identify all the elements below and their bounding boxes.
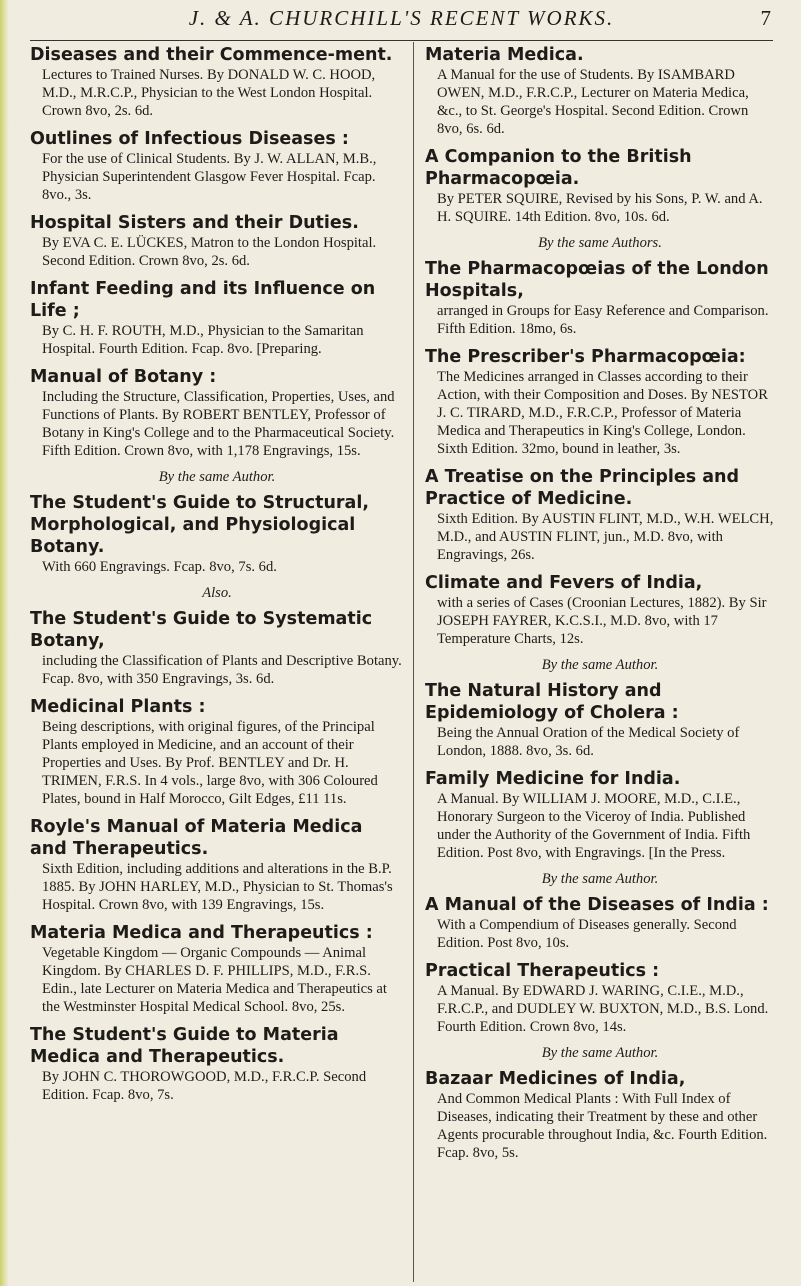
book-entry (425, 768, 775, 862)
book-description: By JOHN C. THOROWGOOD, M.D., F.R.C.P. Second Edition. Fcap. 8vo, 7s. (42, 1069, 367, 1103)
page-edge (0, 0, 9, 1286)
attribution-note: By the same Authors. (538, 235, 662, 251)
book-entry (425, 258, 775, 338)
book-title: The Student's Guide to Systematic Botany, (30, 609, 373, 651)
book-description: including the Classification of Plants and Descriptive Botany. Fcap. 8vo, with 350 Engravings, 3s. 6d. (42, 653, 402, 687)
book-title: Diseases and their Commence-ment. (30, 45, 393, 65)
right-column (425, 44, 775, 1170)
book-description: By EVA C. E. LÜCKES, Matron to the London Hospital. Second Edition. Crown 8vo, 2s. 6d. (42, 235, 377, 269)
book-title: The Prescriber's Pharmacopœia: (425, 347, 746, 367)
book-title: Materia Medica and Therapeutics : (30, 923, 373, 943)
book-description: A Manual. By EDWARD J. WARING, C.I.E., M.D., F.R.C.P., and DUDLEY W. BUXTON, M.D., B.S. Lond. Fourth Edition. Crown 8vo, 14s. (437, 983, 769, 1035)
book-description: A Manual for the use of Students. By ISAMBARD OWEN, M.D., F.R.C.P., Lecturer on Materia Medica, &c., to St. George's Hospital. Second Edition. Crown 8vo, 6s. 6d. (437, 67, 749, 137)
book-title: Infant Feeding and its Influence on Life ; (30, 279, 376, 321)
column-divider (413, 42, 414, 1282)
book-title: Medicinal Plants : (30, 697, 206, 717)
book-description: Sixth Edition, including additions and alterations in the B.P. 1885. By JOHN HARLEY, M.D., Physician to St. Thomas's Hospital. Crown 8vo, with 139 Engravings, 15s. (42, 861, 393, 913)
attribution-note: Also. (202, 585, 232, 601)
book-entry (30, 1024, 404, 1104)
attribution-note: By the same Author. (541, 657, 659, 673)
book-entry (425, 466, 775, 564)
book-entry (30, 608, 404, 688)
book-title: Outlines of Infectious Diseases : (30, 129, 349, 149)
book-entry (425, 960, 775, 1036)
book-entry (30, 212, 404, 270)
book-title: Family Medicine for India. (425, 769, 681, 789)
running-head: J. & A. CHURCHILL'S RECENT WORKS. (188, 6, 615, 30)
book-description: By PETER SQUIRE, Revised by his Sons, P. W. and A. H. SQUIRE. 14th Edition. 8vo, 10s. 6d. (437, 191, 763, 225)
book-entry (30, 816, 404, 914)
book-title: The Pharmacopœias of the London Hospitals, (425, 259, 769, 301)
book-description: Being descriptions, with original figures, of the Principal Plants employed in Medicine, and an account of their Properties and Uses. By Prof. BENTLEY and Dr. H. TRIMEN, F.R.S. In 4 vols., large 8vo, with 306 Coloured Plates, bound in Half Morocco, Gilt Edges, £11 11s. (42, 719, 378, 807)
book-entry (30, 278, 404, 358)
book-description: The Medicines arranged in Classes according to their Action, with their Composition and Doses. By NESTOR J. C. TIRARD, M.D., F.R.C.P., Professor of Materia Medica and Therapeutics in King's College, London. Sixth Edition. 32mo, bound in leather, 3s. (437, 369, 768, 457)
left-column (30, 44, 404, 1112)
book-entry (30, 922, 404, 1016)
book-title: A Companion to the British Pharmacopœia. (425, 147, 692, 189)
book-description: By C. H. F. ROUTH, M.D., Physician to the Samaritan Hospital. Fourth Edition. Fcap. 8vo. [Preparing. (42, 323, 364, 357)
book-entry (30, 696, 404, 808)
book-title: The Student's Guide to Structural, Morphological, and Physiological Botany. (30, 493, 370, 557)
book-title: The Natural History and Epidemiology of Cholera : (425, 681, 679, 723)
book-description: A Manual. By WILLIAM J. MOORE, M.D., C.I.E., Honorary Surgeon to the Viceroy of India. Published under the Authority of the Government of India. Fifth Edition. Post 8vo, with Engravings. [In the Press. (437, 791, 751, 861)
book-title: Hospital Sisters and their Duties. (30, 213, 359, 233)
page-number: 7 (760, 6, 771, 30)
book-entry (425, 572, 775, 648)
book-description: Sixth Edition. By AUSTIN FLINT, M.D., W.H. WELCH, M.D., and AUSTIN FLINT, jun., M.D. 8vo, with Engravings, 26s. (437, 511, 774, 563)
book-title: Practical Therapeutics : (425, 961, 660, 981)
book-description: Being the Annual Oration of the Medical Society of London, 1888. 8vo, 3s. 6d. (437, 725, 740, 759)
book-description: With 660 Engravings. Fcap. 8vo, 7s. 6d. (42, 559, 277, 575)
book-entry (30, 366, 404, 460)
book-title: Materia Medica. (425, 45, 584, 65)
book-description: And Common Medical Plants : With Full Index of Diseases, indicating their Treatment by these and other Agents procurable throughout India, &c. Fourth Edition. Fcap. 8vo, 5s. (437, 1091, 768, 1161)
book-title: Climate and Fevers of India, (425, 573, 703, 593)
book-entry (30, 492, 404, 576)
book-title: Manual of Botany : (30, 367, 217, 387)
book-description: With a Compendium of Diseases generally. Second Edition. Post 8vo, 10s. (437, 917, 737, 951)
page-header (30, 4, 773, 41)
attribution-note: By the same Author. (541, 1045, 659, 1061)
book-title: Royle's Manual of Materia Medica and Therapeutics. (30, 817, 363, 859)
book-entry (425, 1068, 775, 1162)
book-description: Lectures to Trained Nurses. By DONALD W. C. HOOD, M.D., M.R.C.P., Physician to the West London Hospital. Crown 8vo, 2s. 6d. (42, 67, 376, 119)
book-entry (425, 146, 775, 226)
book-description: For the use of Clinical Students. By J. W. ALLAN, M.B., Physician Superintendent Glasgow Fever Hospital. Fcap. 8vo., 3s. (42, 151, 377, 203)
attribution-note: By the same Author. (541, 871, 659, 887)
book-title: A Manual of the Diseases of India : (425, 895, 769, 915)
book-entry (30, 44, 404, 120)
book-description: arranged in Groups for Easy Reference and Comparison. Fifth Edition. 18mo, 6s. (437, 303, 769, 337)
book-title: The Student's Guide to Materia Medica and Therapeutics. (30, 1025, 339, 1067)
attribution-note: By the same Author. (158, 469, 276, 485)
book-description: Including the Structure, Classification, Properties, Uses, and Functions of Plants. By ROBERT BENTLEY, Professor of Botany in King's College and to the Pharmaceutical Society. Fifth Edition. Crown 8vo, with 1,178 Engravings, 15s. (42, 389, 395, 459)
book-entry (425, 680, 775, 760)
book-entry (425, 44, 775, 138)
book-entry (30, 128, 404, 204)
book-entry (425, 894, 775, 952)
book-title: A Treatise on the Principles and Practice of Medicine. (425, 467, 740, 509)
book-entry (425, 346, 775, 458)
book-description: Vegetable Kingdom — Organic Compounds — Animal Kingdom. By CHARLES D. F. PHILLIPS, M.D., F.R.S. Edin., late Lecturer on Materia Medica and Therapeutics at the Westminster Hospital Medical School. 8vo, 25s. (42, 945, 387, 1015)
book-description: with a series of Cases (Croonian Lectures, 1882). By Sir JOSEPH FAYRER, K.C.S.I., M.D. 8vo, with 17 Temperature Charts, 12s. (437, 595, 767, 647)
book-title: Bazaar Medicines of India, (425, 1069, 686, 1089)
